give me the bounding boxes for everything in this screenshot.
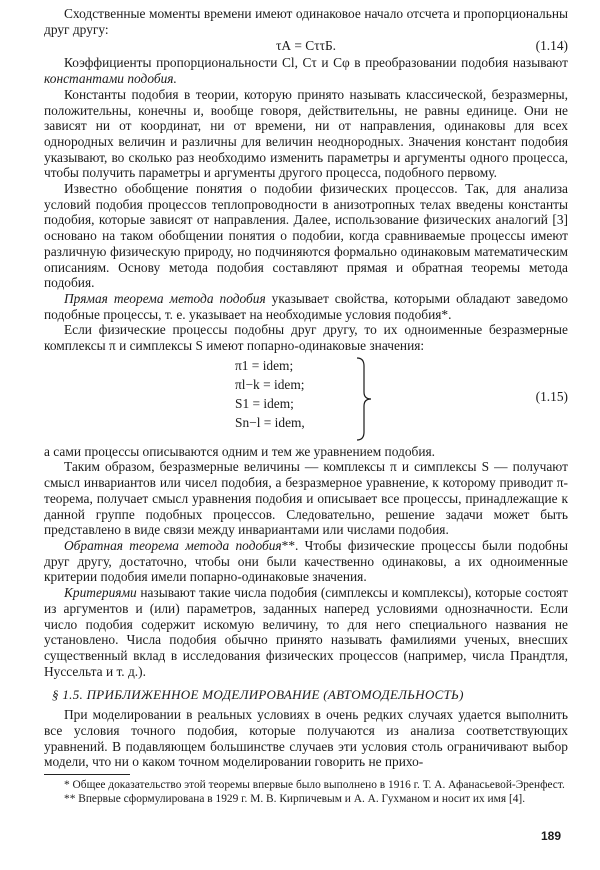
page-number: 189	[541, 829, 562, 843]
footnote: ** Впервые сформулирована в 1929 г. М. В. Кирпичевым и А. А. Гухманом и носит их имя [4].	[64, 793, 526, 806]
equation-system	[235, 356, 305, 432]
equation-row: Sn−l = idem,	[235, 414, 305, 430]
paragraph	[44, 585, 568, 679]
paragraph	[44, 55, 568, 86]
equation-1-15	[44, 354, 568, 444]
equation-row: S1 = idem;	[235, 395, 294, 411]
paragraph-text: Коэффициенты пропорциональности Cl, Cτ и Cφ в преобразовании подобия называют	[64, 55, 568, 71]
equation-1-14	[44, 37, 568, 55]
paragraph-text: **. Чтобы физические процессы были подобны друг другу, достаточно, чтобы они были качественно одинаковы, а их одноименные критерии подобия имели попарно-одинаковые значения.	[44, 537, 568, 585]
page-body	[44, 6, 568, 806]
paragraph: а сами процессы описываются одним и тем же уравнением подобия.	[44, 443, 436, 459]
paragraph: Известно обобщение понятия о подобии физических процессов. Так, для анализа условий подобия процессов теплопроводности в анизотропных телах введены константы подобия, которые зависят от направления. Далее, использование физических аналогий [3] основано на таком обобщении понятия о подобии, когда сравниваемые процессы имеют различную физическую природу, но подчиняются формально одинаковым математическим описаниям. Основу метода подобия составляют прямая и обратная теоремы метода подобия.	[44, 181, 568, 291]
term-italic: константами подобия.	[44, 71, 177, 87]
section-heading: § 1.5. ПРИБЛИЖЕННОЕ МОДЕЛИРОВАНИЕ (АВТОМОДЕЛЬНОСТЬ)	[52, 687, 464, 703]
paragraph	[44, 538, 568, 585]
footnote: * Общее доказательство этой теоремы впервые было выполнено в 1916 г. Т. А. Афанасьевой-Эренфест.	[64, 779, 565, 792]
equation-formula: τА = CττБ.	[275, 38, 337, 54]
paragraph	[44, 291, 568, 322]
paragraph-text: указывает свойства, которыми обладают заведомо подобные процессы, т. е. указывает на необходимые условия подобия*.	[44, 290, 568, 322]
paragraph: При моделировании в реальных условиях в очень редких случаях удается выполнить все условия точного подобия, которые получаются из анализа соответствующих уравнений. В подавляющем большинстве случаев эти условия столь ограничивают выбор модели, что ни о каком точном моделировании говорить не прихо-	[44, 707, 568, 770]
paragraph: Если физические процессы подобны друг другу, то их одноименные безразмерные комплексы π и симплексы S имеют попарно-одинаковые значения:	[44, 322, 568, 354]
equation-number: (1.15)	[535, 388, 568, 404]
equation-row: π1 = idem;	[235, 357, 294, 373]
term-italic: Прямая теорема метода подобия	[64, 290, 266, 306]
term-italic: Обратная теорема метода подобия	[64, 537, 282, 553]
equation-number: (1.14)	[535, 38, 568, 54]
footnote-divider	[44, 774, 130, 775]
right-brace-icon	[354, 356, 374, 442]
paragraph-text: называют такие числа подобия (симплексы и комплексы), которые состоят из аргументов и (или) параметров, заданных наперед условиями однозначности. Если число подобия содержит искомую величину, то для него специального названия не установлено. Числа подобия обычно принято называть фамилиями ученых, внесших существенный вклад в исследования физических процессов (например, числа Прандтля, Нуссельта и т. д.).	[44, 585, 568, 679]
equation-row: πl−k = idem;	[235, 376, 305, 392]
paragraph: Таким образом, безразмерные величины — комплексы π и симплексы S — получают смысл инвариантов или чисел подобия, а безразмерное уравнение, к которому приводит π-теорема, получает смысл уравнения подобия и описывает все процессы, принадлежащие к данной группе подобных процессов. Следовательно, решение задачи может быть представлено в виде связи между инвариантами или числами подобия.	[44, 459, 568, 538]
paragraph: Сходственные моменты времени имеют одинаковое начало отсчета и пропорциональны друг другу:	[44, 6, 568, 37]
term-italic: Критериями	[64, 585, 137, 601]
paragraph: Константы подобия в теории, которую принято называть классической, безразмерны, положительны, конечны и, вообще говоря, действительны, не равны единице. Они не зависят ни от координат, ни от времени, ни от направления, одинаковы для всех однородных величин и различны для величин неоднородных. Значения констант подобия указывают, во сколько раз необходимо изменить параметры и аргументы одного процесса, чтобы получить параметры и аргументы другого процесса, подобного первому.	[44, 86, 568, 181]
